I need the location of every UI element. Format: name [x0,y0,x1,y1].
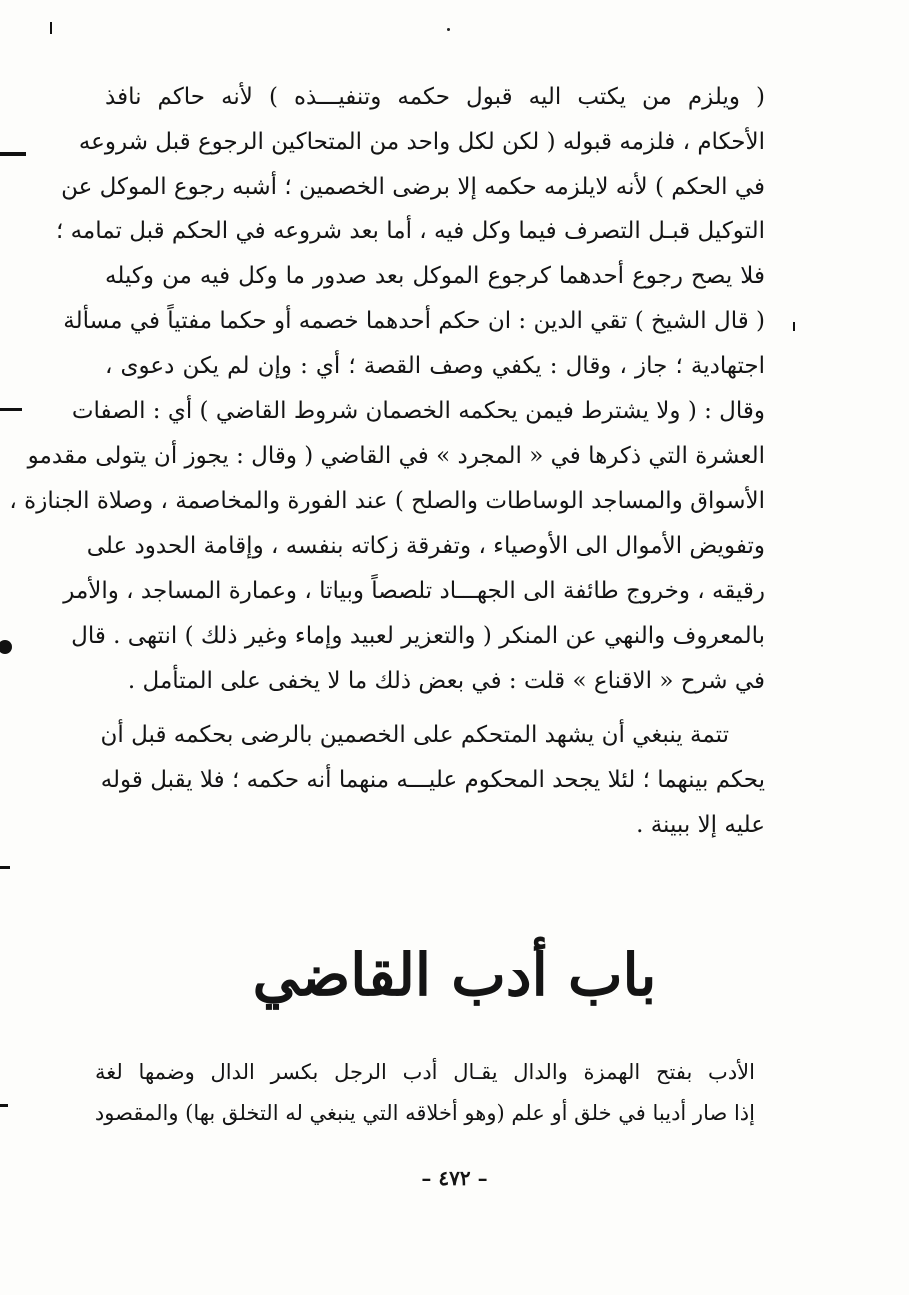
body-line: الأحكام ، فلزمه قبوله ( لكن لكل واحد من المتحاكين الرجوع قبل شروعه [78,129,765,155]
left-edge-blot [0,640,12,654]
tatimma-line: عليه إلا ببينة . [636,812,765,838]
body-line: التوكيل قبـل التصرف فيما وكل فيه ، أما بعد شروعه في الحكم قبل تمامه ؛ [55,218,765,244]
ink-dot [447,28,450,31]
body-line: ( قال الشيخ ) تقي الدين : ان حكم أحدهما خصمه أو حكما مفتياً في مسألة [63,308,765,334]
body-line: ( ويلزم من يكتب اليه قبول حكمه وتنفيـــذه ) لأنه حاكم نافذ [105,84,765,110]
bottom-line: إذا صار أديبا في خلق أو علم (وهو أخلاقه التي ينبغي له التخلق بها) والمقصود [94,1101,755,1125]
chapter-heading: باب أدب القاضي [252,941,657,1009]
body-line: اجتهادية ؛ جاز ، وقال : يكفي وصف القصة ؛ أي : وإن لم يكن دعوى ، [105,353,765,379]
body-line: فلا يصح رجوع أحدهما كرجوع الموكل بعد صدور ما وكل فيه من وكيله [105,263,765,289]
body-line: وتفويض الأموال الى الأوصياء ، وتفرقة زكاته بنفسه ، وإقامة الحدود على [86,533,765,559]
left-edge-mark [0,866,10,869]
top-left-tick [50,22,52,34]
body-line: الأسواق والمساجد الوساطات والصلح ) عند الفورة والمخاصمة ، وصلاة الجنازة ، [9,488,765,514]
margin-tick [793,322,795,331]
tatimma-line: تتمة ينبغي أن يشهد المتحكم على الخصمين بالرضى بحكمه قبل أن [100,722,729,748]
body-line: العشرة التي ذكرها في « المجرد » في القاضي ( وقال : يجوز أن يتولى مقدمو [27,443,765,469]
page-number: – ٤٧٢ – [421,1166,488,1190]
body-line: في شرح « الاقناع » قلت : في بعض ذلك ما لا يخفى على المتأمل . [127,668,765,694]
body-line: بالمعروف والنهي عن المنكر ( والتعزير لعبيد وإماء وغير ذلك ) انتهى . قال [71,623,765,649]
body-line: في الحكم ) لأنه لايلزمه حكمه إلا برضى الخصمين ؛ أشبه رجوع الموكل عن [61,174,765,200]
left-edge-mark [0,408,22,411]
tatimma-line: يحكم بينهما ؛ لئلا يجحد المحكوم عليـــه منهما أنه حكمه ؛ فلا يقبل قوله [100,767,765,793]
left-edge-mark [0,152,26,156]
left-edge-mark [0,1104,8,1107]
body-line: رقيقه ، وخروج طائفة الى الجهـــاد تلصصاً وبياتا ، وعمارة المساجد ، والأمر [63,578,765,604]
bottom-line: الأدب بفتح الهمزة والدال يقـال أدب الرجل بكسر الدال وضمها لغة [95,1060,755,1084]
body-line: وقال : ( ولا يشترط فيمن يحكمه الخصمان شروط القاضي ) أي : الصفات [71,398,765,424]
